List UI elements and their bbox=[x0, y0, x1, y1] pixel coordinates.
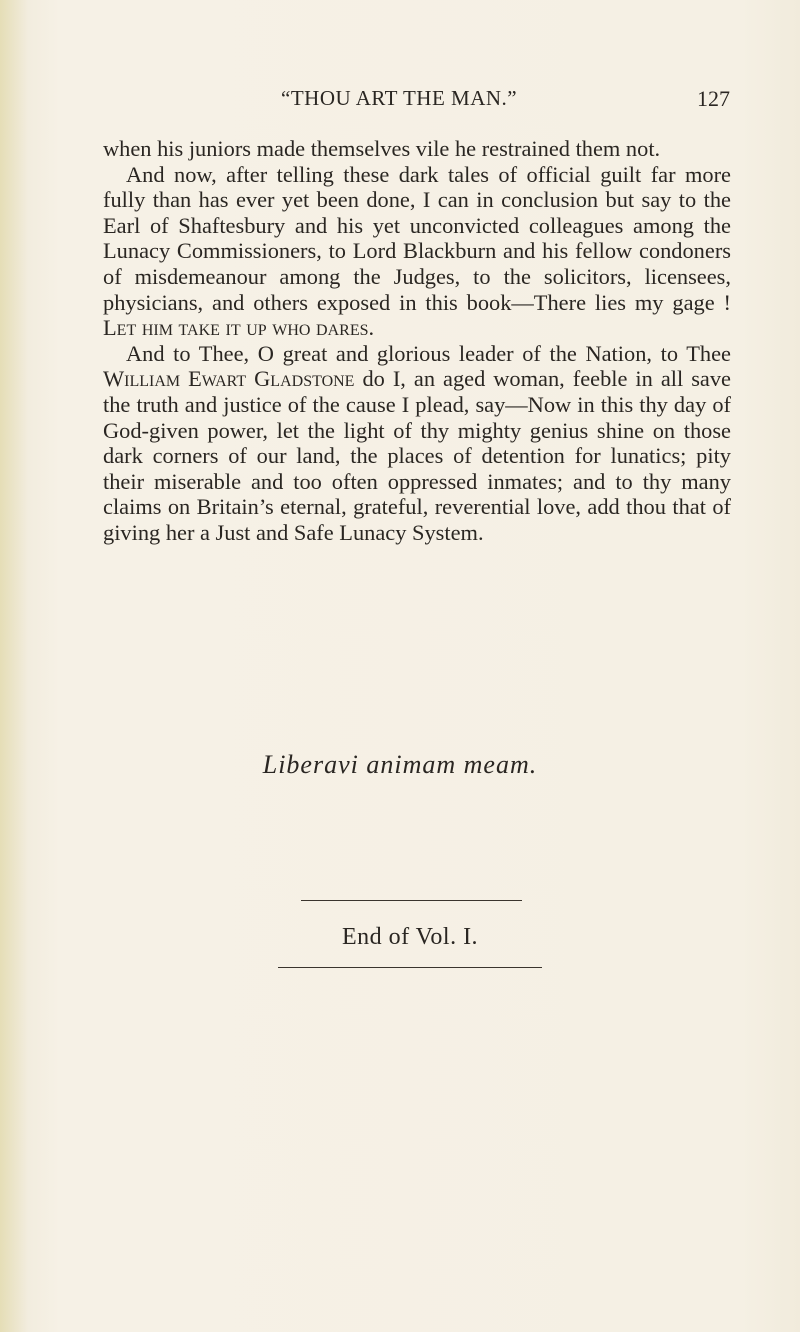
paragraph-appeal-start: And to Thee, O great and glorious leader of the Nation, to Thee bbox=[126, 340, 731, 366]
page-gutter-shadow bbox=[0, 0, 28, 1332]
paragraph-challenge bbox=[103, 162, 731, 341]
page-header bbox=[0, 86, 800, 126]
running-head: “THOU ART THE MAN.” bbox=[281, 86, 518, 110]
latin-motto: Liberavi animam meam. bbox=[262, 750, 538, 779]
paragraph-appeal-rest: do I, an aged woman, feeble in all save the truth and justice of the cause I plead, say—Now in this thy day of God-given power, let the light of thy mighty genius shine on those dark corners of our land, the places of detention for lunatics; pity their miserable and too often oppressed inmates; and to thy many claims on Britain’s eternal, grateful, reverential love, add thou that of giving her a Just and Safe Lunacy System. bbox=[103, 366, 731, 545]
divider-top bbox=[301, 900, 522, 901]
page-number: 127 bbox=[697, 86, 730, 111]
paragraph-appeal bbox=[103, 341, 731, 546]
paragraph-continuation: when his juniors made themselves vile he restrained them not. bbox=[103, 136, 661, 161]
divider-bottom bbox=[278, 967, 542, 968]
body-text bbox=[103, 136, 731, 546]
end-of-volume: End of Vol. I. bbox=[341, 924, 479, 950]
paragraph-challenge-text: And now, after telling these dark tales of official guilt far more fully than has ever yet been done, I can in conclusion but say to the Earl of Shaftesbury and his yet unconvicted colleagues among the Lunacy Commissioners, to Lord Blackburn and his fellow condoners of misdemeanour among the Judges, to the solicitors, licensees, physicians, and others exposed in this book—There lies my gage ! bbox=[103, 161, 731, 315]
small-caps-name: William Ewart Gladstone bbox=[103, 366, 355, 392]
small-caps-challenge: Let him take it up who dares. bbox=[103, 315, 375, 341]
